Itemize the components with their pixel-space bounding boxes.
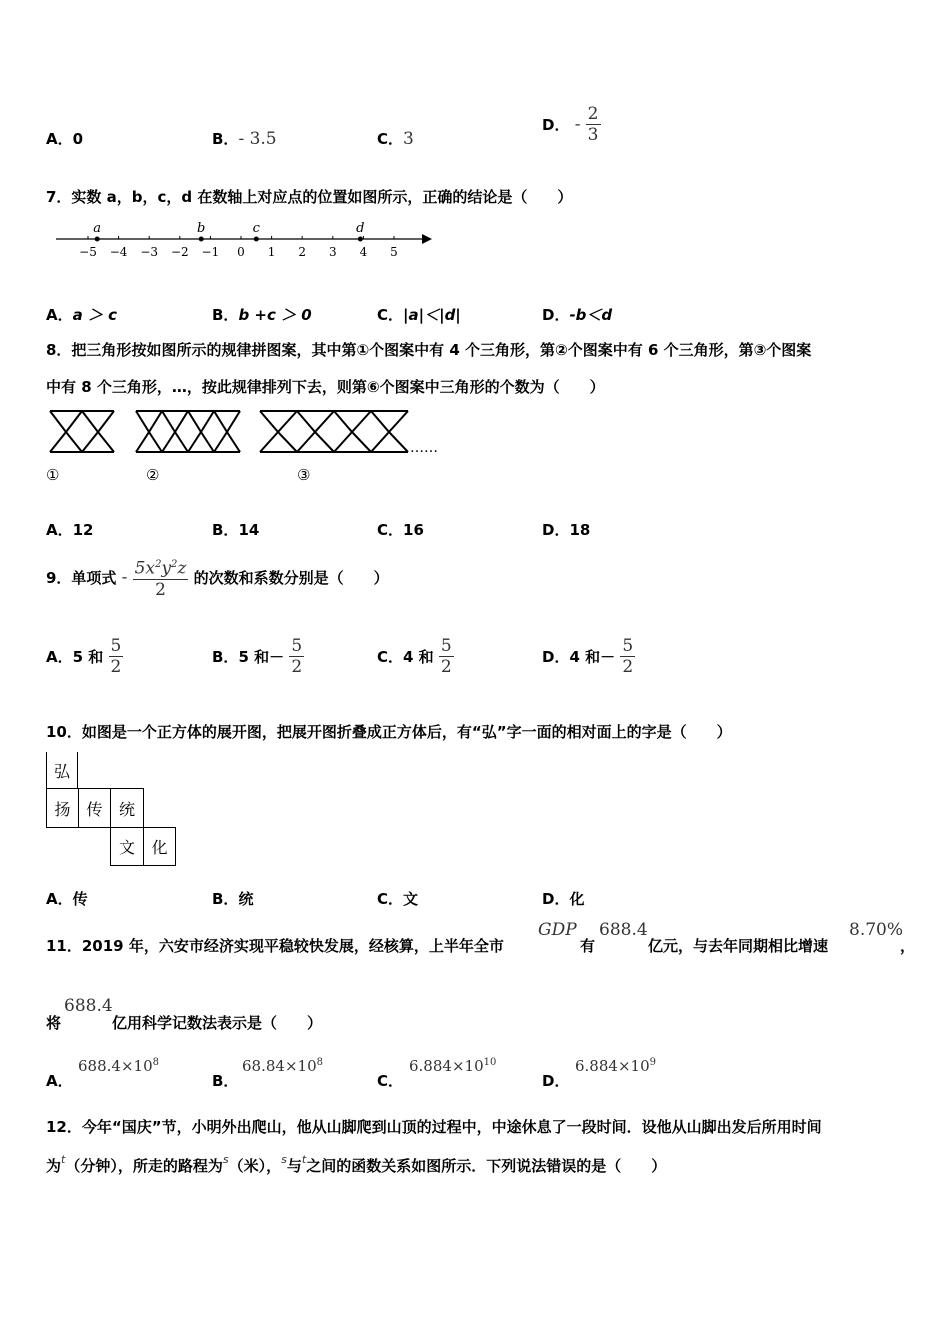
q11-line2-suffix: 亿用科学记数法表示是（ ） xyxy=(112,1014,323,1032)
axis-tick-label: −3 xyxy=(140,245,159,259)
q10-option-c: C．文 xyxy=(377,890,419,908)
q11-rate: 8.70% xyxy=(849,920,904,940)
net-cell-yang: 扬 xyxy=(46,788,79,828)
axis-arrow xyxy=(422,234,432,244)
q11-option-d-letter: D． xyxy=(542,1072,570,1090)
q11-stem-you: 有 xyxy=(580,937,596,955)
point-label-c: c xyxy=(252,221,260,236)
q11-amount: 688.4 xyxy=(599,920,648,940)
q10-option-a: A．传 xyxy=(46,890,88,908)
q7-option-c: C．|a|＜|d| xyxy=(377,306,461,324)
net-cell-hua: 化 xyxy=(143,827,176,866)
q6-option-d: D． - $\frac{2}{3}$ xyxy=(542,104,599,145)
q9-option-a: A．5 和 $\frac{5}{2}$ xyxy=(46,636,122,677)
q11-option-c-value: $6.884\times 10^{10}$ xyxy=(409,1057,497,1075)
q7-option-d: D．-b＜d xyxy=(542,306,613,324)
q8-stem-line2: 中有 8 个三角形，…，按此规律排列下去，则第⑥个图案中三角形的个数为（ ） xyxy=(46,378,605,396)
q8-option-c: C．16 xyxy=(377,521,424,539)
q11-option-a-value: $688.4\times 10^8$ xyxy=(78,1057,159,1075)
q11-line2-prefix: 将 xyxy=(46,1014,62,1032)
point-b xyxy=(199,237,204,242)
q11-line2-amount: 688.4 xyxy=(64,996,113,1016)
axis-tick-label: 5 xyxy=(390,245,398,259)
point-a xyxy=(95,237,100,242)
q10-stem: 10．如图是一个正方体的展开图，把展开图折叠成正方体后，有“弘”字一面的相对面上的字是（ ） xyxy=(46,723,732,741)
axis-tick-label: −2 xyxy=(170,245,189,259)
q6-option-b: B．- 3.5 xyxy=(212,129,277,149)
q9-option-d: D．4 和－ $\frac{5}{2}$ xyxy=(542,636,634,677)
pattern-3 xyxy=(260,411,408,452)
q8-label-2: ② xyxy=(146,466,160,484)
axis-tick-label: 4 xyxy=(359,245,368,259)
axis-tick-label: 0 xyxy=(237,245,245,259)
point-d xyxy=(358,237,363,242)
q9-option-b: B．5 和－ $\frac{5}{2}$ xyxy=(212,636,303,677)
q8-ellipsis: …… xyxy=(410,440,438,456)
q6-option-c: C．3 xyxy=(377,129,414,149)
pattern-2 xyxy=(136,411,240,452)
q8-triangle-patterns xyxy=(48,408,448,458)
q7-option-b: B．b +c ＞ 0 xyxy=(212,306,312,324)
axis-tick-label: −4 xyxy=(109,245,128,259)
axis-tick-label: 1 xyxy=(267,245,276,259)
q9-option-c: C．4 和 $\frac{5}{2}$ xyxy=(377,636,452,677)
point-c xyxy=(254,237,259,242)
q11-stem-line1a: 11．2019 年，六安市经济实现平稳较快发展，经核算，上半年全市 xyxy=(46,937,504,955)
q7-stem: 7．实数 a，b，c，d 在数轴上对应点的位置如图所示，正确的结论是（ ） xyxy=(46,188,573,206)
q8-option-a: A．12 xyxy=(46,521,94,539)
q6-option-a: A．0 xyxy=(46,130,84,148)
q11-stem-line1b: 亿元，与去年同期相比增速 xyxy=(648,937,829,955)
q8-option-b: B．14 xyxy=(212,521,260,539)
q12-stem-line2: 为$^t$（分钟），所走的路程为$^s$（米），$^s$与$^t$之间的函数关系如图所示．下列说法错误的是（ ） xyxy=(46,1153,667,1175)
q7-number-line xyxy=(50,218,440,266)
q7-option-a: A．a ＞ c xyxy=(46,306,118,324)
q9-monomial: $\frac{5x^2y^2z}{2}$ xyxy=(133,555,189,600)
pattern-1 xyxy=(50,411,114,452)
point-label-a: a xyxy=(93,221,102,236)
net-cell-wen: 文 xyxy=(110,827,144,866)
q9-stem: 9．单项式 - $\frac{5x^2y^2z}{2}$ 的次数和系数分别是（ ） xyxy=(46,555,389,600)
q8-option-d: D．18 xyxy=(542,521,591,539)
net-cell-chuan: 传 xyxy=(78,788,111,828)
net-cell-tong: 统 xyxy=(110,788,144,828)
axis-tick-label: 3 xyxy=(328,245,337,259)
point-label-d: d xyxy=(356,221,365,236)
q10-cube-net xyxy=(46,752,178,867)
q11-comma: ， xyxy=(900,937,916,955)
q11-option-a-letter: A． xyxy=(46,1072,73,1090)
q11-gdp: GDP xyxy=(538,920,577,940)
q11-option-d-value: $6.884\times 10^9$ xyxy=(575,1057,656,1075)
q8-stem-line1: 8．把三角形按如图所示的规律拼图案，其中第①个图案中有 4 个三角形，第②个图案中有 6 个三角形，第③个图案 xyxy=(46,341,812,359)
q11-option-b-letter: B． xyxy=(212,1072,239,1090)
net-cell-hong: 弘 xyxy=(46,752,78,789)
point-label-b: b xyxy=(197,221,206,236)
axis-tick-label: 2 xyxy=(298,245,307,259)
q11-option-b-value: $68.84\times 10^8$ xyxy=(242,1057,323,1075)
q10-option-b: B．统 xyxy=(212,890,254,908)
q11-option-c-letter: C． xyxy=(377,1072,404,1090)
q12-stem-line1: 12．今年“国庆”节，小明外出爬山，他从山脚爬到山顶的过程中，中途休息了一段时间．设他从山脚出发后所用时间 xyxy=(46,1118,822,1136)
q8-label-3: ③ xyxy=(297,466,311,484)
axis-tick-label: −5 xyxy=(79,245,97,259)
q10-option-d: D．化 xyxy=(542,890,585,908)
axis-tick-label: −1 xyxy=(201,245,220,259)
q8-label-1: ① xyxy=(46,466,60,484)
